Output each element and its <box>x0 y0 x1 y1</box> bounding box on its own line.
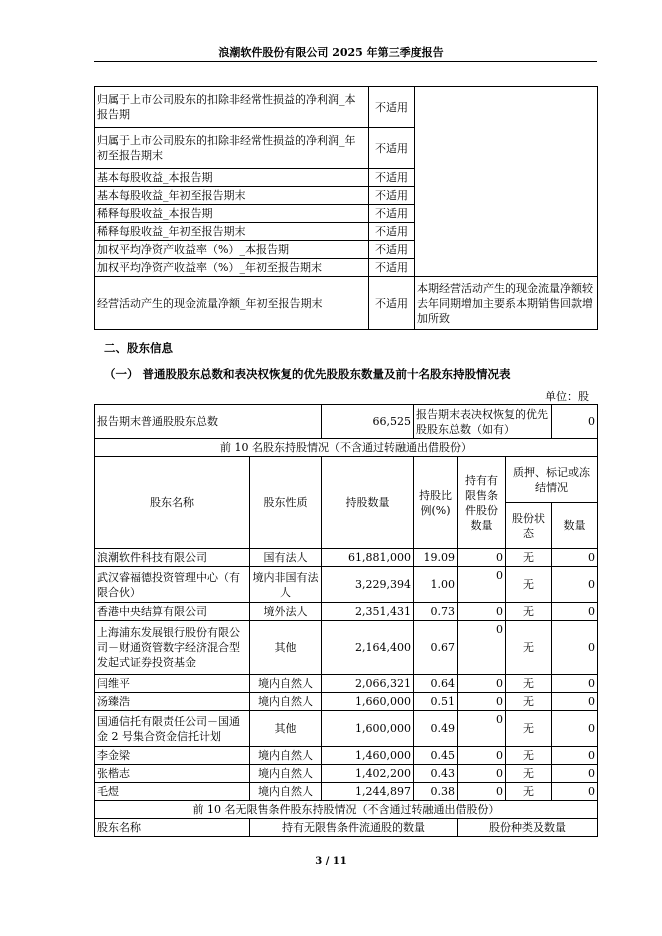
holder-qty: 0 <box>552 603 598 621</box>
shareholders-table <box>94 404 598 837</box>
holder-ratio: 19.09 <box>414 549 458 567</box>
indicator-label: 稀释每股收益_本报告期 <box>95 205 369 223</box>
holder-shares: 1,600,000 <box>322 711 414 747</box>
holder-restricted: 0 <box>458 549 506 567</box>
holder-status: 无 <box>506 783 552 801</box>
table-row <box>95 747 598 765</box>
header-status: 股份状态 <box>506 503 552 549</box>
indicators-table <box>94 86 598 330</box>
holder-ratio: 0.51 <box>414 693 458 711</box>
table-row <box>95 621 598 675</box>
indicator-value: 不适用 <box>369 277 415 330</box>
table-row <box>95 675 598 693</box>
holder-name: 毛煜 <box>95 783 250 801</box>
holder-nature: 境外法人 <box>250 603 322 621</box>
holder-restricted: 0 <box>458 621 506 675</box>
header-qty: 数量 <box>552 503 598 549</box>
holder-status: 无 <box>506 675 552 693</box>
top10-title: 前 10 名股东持股情况（不含通过转融通出借股份） <box>95 439 598 457</box>
holder-restricted: 0 <box>458 747 506 765</box>
holder-name: 国通信托有限责任公司－国通金 2 号集合资金信托计划 <box>95 711 250 747</box>
pref-holders-label: 报告期末表决权恢复的优先股股东总数（如有） <box>414 405 552 439</box>
holder-status: 无 <box>506 549 552 567</box>
unit-label: 单位：股 <box>545 390 589 403</box>
holder-qty: 0 <box>552 567 598 603</box>
holder-shares: 1,244,897 <box>322 783 414 801</box>
holder-shares: 1,460,000 <box>322 747 414 765</box>
holder-nature: 国有法人 <box>250 549 322 567</box>
holder-status: 无 <box>506 711 552 747</box>
holder-ratio: 0.38 <box>414 783 458 801</box>
holder-nature: 其他 <box>250 711 322 747</box>
holder-ratio: 0.64 <box>414 675 458 693</box>
indicator-label: 经营活动产生的现金流量净额_年初至报告期末 <box>95 277 369 330</box>
indicator-value: 不适用 <box>369 169 415 187</box>
section-heading: 二、股东信息 <box>104 341 173 355</box>
holder-ratio: 0.49 <box>414 711 458 747</box>
holder-status: 无 <box>506 747 552 765</box>
holder-status: 无 <box>506 765 552 783</box>
header-shares: 持股数量 <box>322 457 414 549</box>
holder-nature: 境内自然人 <box>250 765 322 783</box>
indicator-note: 本期经营活动产生的现金流量净额较去年同期增加主要系本期销售回款增加所致 <box>415 277 598 330</box>
table-row <box>95 693 598 711</box>
holder-nature: 境内自然人 <box>250 783 322 801</box>
header-pledge: 质押、标记或冻结情况 <box>506 457 598 503</box>
indicator-value: 不适用 <box>369 187 415 205</box>
indicator-value: 不适用 <box>369 205 415 223</box>
holder-qty: 0 <box>552 675 598 693</box>
holder-shares: 2,164,400 <box>322 621 414 675</box>
holder-ratio: 0.43 <box>414 765 458 783</box>
indicator-label: 加权平均净资产收益率（%）_年初至报告期末 <box>95 259 369 277</box>
table-row <box>95 783 598 801</box>
holder-restricted: 0 <box>458 783 506 801</box>
holder-name: 李金梁 <box>95 747 250 765</box>
holder-name: 武汉睿福德投资管理中心（有限合伙） <box>95 567 250 603</box>
header-nature: 股东性质 <box>250 457 322 549</box>
holder-shares: 2,351,431 <box>322 603 414 621</box>
holder-status: 无 <box>506 603 552 621</box>
holder-nature: 境内自然人 <box>250 747 322 765</box>
holder-restricted: 0 <box>458 675 506 693</box>
holder-ratio: 0.45 <box>414 747 458 765</box>
holder-name: 香港中央结算有限公司 <box>95 603 250 621</box>
unrestricted-header-type: 股份种类及数量 <box>458 819 598 837</box>
holder-restricted: 0 <box>458 567 506 603</box>
indicator-note-empty <box>415 87 598 277</box>
unrestricted-header-count: 持有无限售条件流通股的数量 <box>250 819 458 837</box>
indicator-value: 不适用 <box>369 223 415 241</box>
table-row <box>95 765 598 783</box>
header-rule <box>94 61 597 62</box>
header-ratio: 持股比例(%) <box>414 457 458 549</box>
section-subheading: （一） 普通股股东总数和表决权恢复的优先股股东数量及前十名股东持股情况表 <box>104 367 511 381</box>
holder-restricted: 0 <box>458 693 506 711</box>
holder-nature: 其他 <box>250 621 322 675</box>
indicator-label: 基本每股收益_本报告期 <box>95 169 369 187</box>
holder-nature: 境内自然人 <box>250 693 322 711</box>
holder-qty: 0 <box>552 549 598 567</box>
holder-name: 上海浦东发展银行股份有限公司－财通资管数字经济混合型发起式证券投资基金 <box>95 621 250 675</box>
table-row <box>95 549 598 567</box>
indicator-value: 不适用 <box>369 128 415 169</box>
holder-ratio: 0.67 <box>414 621 458 675</box>
holder-qty: 0 <box>552 693 598 711</box>
unrestricted-header-name: 股东名称 <box>95 819 250 837</box>
indicator-label: 归属于上市公司股东的扣除非经常性损益的净利润_本报告期 <box>95 87 369 128</box>
holder-qty: 0 <box>552 621 598 675</box>
page-header-title: 浪潮软件股份有限公司 2025 年第三季度报告 <box>218 46 444 59</box>
header-name: 股东名称 <box>95 457 250 549</box>
holder-qty: 0 <box>552 747 598 765</box>
indicator-value: 不适用 <box>369 259 415 277</box>
table-row <box>95 567 598 603</box>
table-row <box>95 711 598 747</box>
total-holders-value: 66,525 <box>322 405 414 439</box>
holder-status: 无 <box>506 693 552 711</box>
holder-name: 闫维平 <box>95 675 250 693</box>
holder-shares: 1,660,000 <box>322 693 414 711</box>
holder-shares: 1,402,200 <box>322 765 414 783</box>
holder-restricted: 0 <box>458 603 506 621</box>
holder-shares: 2,066,321 <box>322 675 414 693</box>
table-row <box>95 603 598 621</box>
indicator-label: 归属于上市公司股东的扣除非经常性损益的净利润_年初至报告期末 <box>95 128 369 169</box>
holder-name: 汤臻浩 <box>95 693 250 711</box>
indicator-label: 加权平均净资产收益率（%）_本报告期 <box>95 241 369 259</box>
holder-qty: 0 <box>552 765 598 783</box>
holder-nature: 境内非国有法人 <box>250 567 322 603</box>
holder-qty: 0 <box>552 711 598 747</box>
pref-holders-value: 0 <box>552 405 598 439</box>
unrestricted-title: 前 10 名无限售条件股东持股情况（不含通过转融通出借股份） <box>95 801 598 819</box>
holder-name: 浪潮软件科技有限公司 <box>95 549 250 567</box>
holder-nature: 境内自然人 <box>250 675 322 693</box>
holder-name: 张楷志 <box>95 765 250 783</box>
holder-restricted: 0 <box>458 765 506 783</box>
holder-ratio: 0.73 <box>414 603 458 621</box>
holder-status: 无 <box>506 621 552 675</box>
holder-shares: 3,229,394 <box>322 567 414 603</box>
header-restricted: 持有有限售条件股份数量 <box>458 457 506 549</box>
holder-status: 无 <box>506 567 552 603</box>
indicator-label: 稀释每股收益_年初至报告期末 <box>95 223 369 241</box>
total-holders-label: 报告期末普通股股东总数 <box>95 405 322 439</box>
indicator-value: 不适用 <box>369 87 415 128</box>
indicator-label: 基本每股收益_年初至报告期末 <box>95 187 369 205</box>
indicator-value: 不适用 <box>369 241 415 259</box>
holder-shares: 61,881,000 <box>322 549 414 567</box>
holder-qty: 0 <box>552 783 598 801</box>
page-number: 3 / 11 <box>315 856 347 867</box>
holder-ratio: 1.00 <box>414 567 458 603</box>
holder-restricted: 0 <box>458 711 506 747</box>
